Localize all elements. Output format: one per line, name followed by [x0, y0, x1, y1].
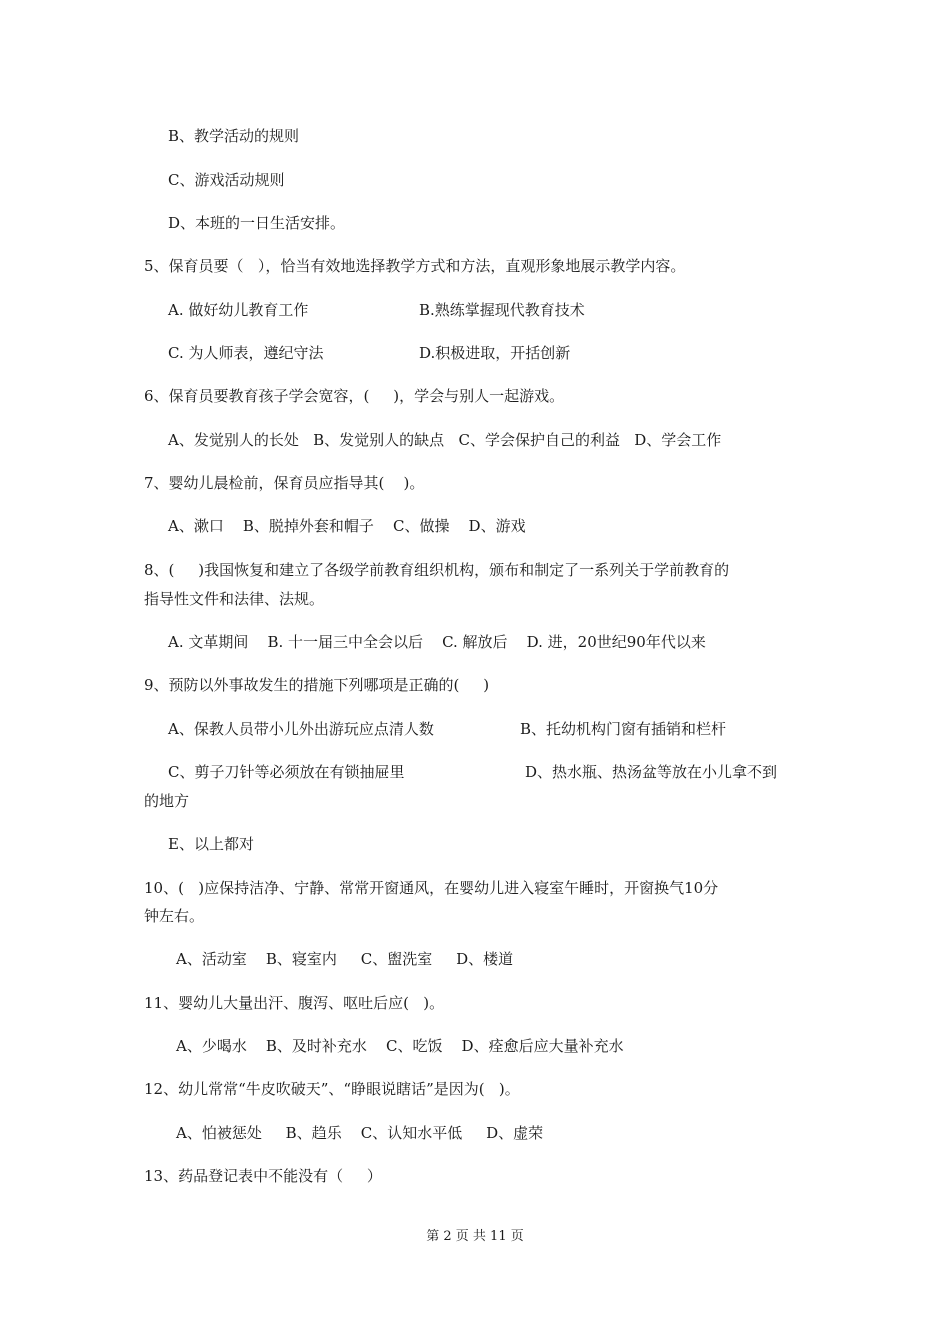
question-9-option-d: D、热水瓶、热汤盆等放在小儿拿不到: [525, 763, 778, 781]
question-4-option-c: C、游戏活动规则: [168, 171, 285, 189]
question-9: 9、预防以外事故发生的措施下列哪项是正确的( ): [144, 676, 490, 694]
question-9-option-b: B、托幼机构门窗有插销和栏杆: [520, 720, 727, 738]
question-6-options: A、发觉别人的长处 B、发觉别人的缺点 C、学会保护自己的利益 D、学会工作: [168, 431, 722, 449]
question-11-options: A、少喝水 B、及时补充水 C、吃饭 D、痊愈后应大量补充水: [176, 1037, 624, 1055]
question-13: 13、药品登记表中不能没有（ ）: [144, 1167, 382, 1185]
question-10-options: A、活动室 B、寝室内 C、盥洗室 D、楼道: [176, 950, 514, 968]
question-5-option-b: B.熟练掌握现代教育技术: [419, 301, 585, 319]
question-5: 5、保育员要（ ），恰当有效地选择教学方式和方法，直观形象地展示教学内容。: [144, 257, 686, 275]
question-9-option-a: A、保教人员带小儿外出游玩应点清人数: [168, 720, 434, 738]
question-5-option-a: A. 做好幼儿教育工作: [168, 301, 309, 319]
question-7: 7、婴幼儿晨检前，保育员应指导其( )。: [144, 474, 425, 492]
question-11: 11、婴幼儿大量出汗、腹泻、呕吐后应( )。: [144, 994, 445, 1012]
question-9-option-d-cont: 的地方: [144, 792, 190, 810]
question-5-option-c: C. 为人师表，遵纪守法: [168, 344, 324, 362]
question-8-options: A. 文革期间 B. 十一届三中全会以后 C. 解放后 D. 进，20世纪90年代以来: [168, 633, 706, 651]
question-9-option-e: E、以上都对: [168, 835, 254, 853]
question-8-line-2: 指导性文件和法律、法规。: [144, 590, 325, 608]
question-9-option-c: C、剪子刀针等必须放在有锁抽屉里: [168, 763, 405, 781]
question-12-options: A、怕被惩处 B、趋乐 C、认知水平低 D、虚荣: [176, 1124, 544, 1142]
question-12: 12、幼儿常常“牛皮吹破天”、“睁眼说瞎话”是因为( )。: [144, 1080, 520, 1098]
question-4-option-d: D、本班的一日生活安排。: [168, 214, 346, 232]
question-5-option-d: D.积极进取，开括创新: [419, 344, 571, 362]
question-10-line-1: 10、( )应保持洁净、宁静、常常开窗通风，在婴幼儿进入寝室午睡时，开窗换气10分: [144, 879, 719, 897]
question-4-option-b: B、教学活动的规则: [168, 127, 300, 145]
page-number-footer: 第 2 页 共 11 页: [426, 1229, 524, 1244]
question-7-options: A、漱口 B、脱掉外套和帽子 C、做操 D、游戏: [168, 517, 526, 535]
question-6: 6、保育员要教育孩子学会宽容，( )，学会与别人一起游戏。: [144, 387, 565, 405]
question-10-line-2: 钟左右。: [144, 907, 205, 925]
question-8-line-1: 8、( )我国恢复和建立了各级学前教育组织机构，颁布和制定了一系列关于学前教育的: [144, 561, 730, 579]
